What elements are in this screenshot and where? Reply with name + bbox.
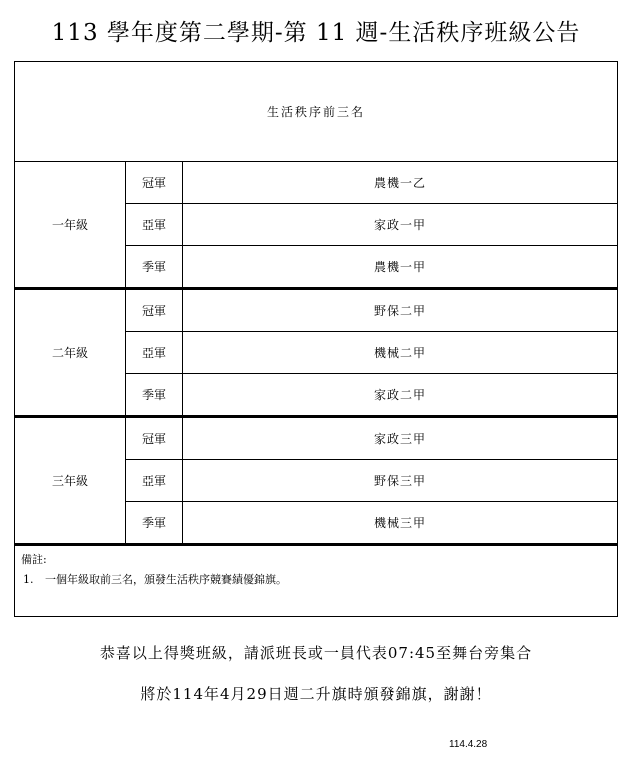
ranking-table [14, 61, 618, 617]
announcement-line-1: 恭喜以上得獎班級，請派班長或一員代表07:45至舞台旁集合 [99, 644, 533, 662]
award-label: 冠軍 [126, 417, 183, 460]
grade-label: 三年級 [15, 417, 126, 545]
class-name: 機械三甲 [183, 502, 618, 545]
table-row [15, 417, 618, 460]
class-name: 機械二甲 [183, 332, 618, 374]
notes-item [21, 571, 611, 587]
page-title: 113 學年度第二學期-第 11 週-生活秩序班級公告 [51, 20, 581, 46]
class-name: 野保二甲 [183, 289, 618, 332]
award-label: 亞軍 [126, 332, 183, 374]
class-name: 家政三甲 [183, 417, 618, 460]
class-name: 農機一乙 [183, 162, 618, 204]
class-name: 農機一甲 [183, 246, 618, 289]
award-label: 季軍 [126, 246, 183, 289]
award-label: 季軍 [126, 502, 183, 545]
class-name: 家政一甲 [183, 204, 618, 246]
award-label: 冠軍 [126, 162, 183, 204]
class-name: 野保三甲 [183, 460, 618, 502]
award-label: 季軍 [126, 374, 183, 417]
award-label: 亞軍 [126, 460, 183, 502]
table-banner: 生活秩序前三名 [15, 62, 618, 162]
notes-label: 備註: [21, 553, 47, 566]
table-row [15, 289, 618, 332]
notes-item-number: 1. [23, 573, 34, 586]
grade-label: 二年級 [15, 289, 126, 417]
notes-item-text: 一個年級取前三名，頒發生活秩序競賽績優錦旗。 [45, 573, 287, 586]
class-name: 家政二甲 [183, 374, 618, 417]
award-label: 亞軍 [126, 204, 183, 246]
publish-date: 114.4.28 [449, 739, 488, 750]
table-row [15, 162, 618, 204]
grade-label: 一年級 [15, 162, 126, 289]
notes-section [15, 545, 618, 617]
announcement-line-2: 將於114年4月29日週二升旗時頒發錦旗，謝謝！ [140, 685, 492, 703]
award-label: 冠軍 [126, 289, 183, 332]
